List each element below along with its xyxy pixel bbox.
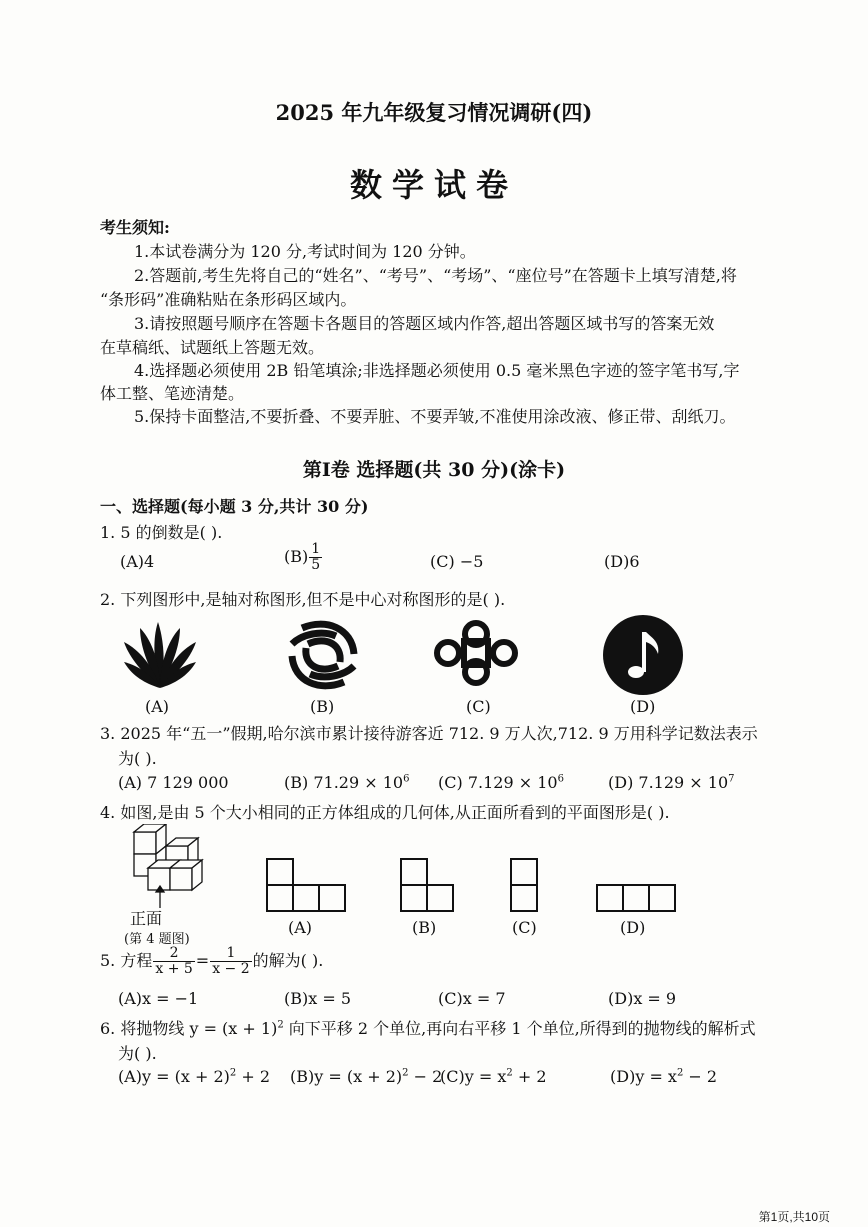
q6-option-c: $(C)y = x^2 + 2$ bbox=[440, 1067, 547, 1086]
instruction-line: “条形码”准确粘贴在条形码区域内。 bbox=[100, 290, 357, 309]
q3-option-a: (A) 7 129 000 bbox=[118, 773, 229, 792]
q1-option-b-label: (B) bbox=[284, 547, 309, 566]
q4-shape-d bbox=[596, 884, 676, 914]
q5-option-b: (B)x = 5 bbox=[284, 989, 352, 1008]
instruction-line: 3.请按照题号顺序在答题卡各题目的答题区域内作答,超出答题区域书写的答案无效 bbox=[134, 314, 715, 333]
q5-option-d: (D)x = 9 bbox=[608, 989, 677, 1008]
q2-label-c: (C) bbox=[466, 697, 491, 716]
q1-option-a: (A)4 bbox=[120, 552, 155, 571]
section-title: 第Ⅰ卷 选择题(共 30 分)(涂卡) bbox=[302, 459, 566, 481]
q4-front-label: 正面 bbox=[130, 909, 163, 928]
q5-stem: 5. 方程 $\frac{2}{x + 5}$ = $\frac{1}{x - 2}$ 的解为( ). bbox=[100, 945, 324, 977]
cube-stack-figure bbox=[124, 824, 214, 914]
q2-label-b: (B) bbox=[310, 697, 335, 716]
exam-title: 2025 年九年级复习情况调研(四) bbox=[275, 100, 593, 125]
q4-shape-a bbox=[266, 858, 346, 914]
subject-title: 数学试卷 bbox=[349, 166, 518, 204]
q4-label-b: (B) bbox=[412, 918, 437, 937]
q4-shape-c bbox=[510, 858, 540, 914]
q4-figure-caption: (第 4 题图) bbox=[124, 932, 190, 947]
page-number: 第1页,共10页 bbox=[758, 1210, 830, 1224]
q6-option-b: $(B)y = (x + 2)^2 - 2$ bbox=[290, 1067, 443, 1086]
knot-logo-figure bbox=[430, 616, 522, 690]
music-note-logo-figure bbox=[602, 614, 684, 696]
q6-option-a: $(A)y = (x + 2)^2 + 2$ bbox=[118, 1067, 271, 1086]
q3-option-d: (D) $7.129 \times 10^7$ bbox=[608, 773, 735, 792]
q1-stem: 1. 5 的倒数是( ). bbox=[100, 523, 223, 542]
q6-option-d: $(D)y = x^2 - 2$ bbox=[610, 1067, 718, 1086]
instruction-line: 1.本试卷满分为 120 分,考试时间为 120 分钟。 bbox=[134, 242, 476, 261]
q2-label-d: (D) bbox=[630, 697, 656, 716]
q3-stem: 3. 2025 年“五一”假期,哈尔滨市累计接待游客近 712. 9 万人次,712. 9 万用科学记数法表示 bbox=[100, 724, 758, 743]
q3-option-c: (C) $7.129 \times 10^6$ bbox=[438, 773, 564, 792]
instruction-line: 在草稿纸、试题纸上答题无效。 bbox=[100, 338, 325, 357]
q4-label-a: (A) bbox=[288, 918, 313, 937]
instruction-line: 4.选择题必须使用 2B 铅笔填涂;非选择题必须使用 0.5 毫米黑色字迹的签字笔书写,字 bbox=[134, 361, 740, 380]
q1-option-b-fraction: $\frac{1}{5}$ bbox=[311, 541, 321, 573]
q3-stem-cont: 为( ). bbox=[118, 749, 157, 768]
q5-option-c: (C)x = 7 bbox=[438, 989, 506, 1008]
q1-option-b bbox=[284, 542, 323, 573]
instruction-line: 2.答题前,考生先将自己的“姓名”、“考号”、“考场”、“座位号”在答题卡上填写清楚,将 bbox=[134, 266, 737, 285]
instruction-line: 5.保持卡面整洁,不要折叠、不要弄脏、不要弄皱,不准使用涂改液、修正带、刮纸刀。 bbox=[134, 407, 736, 426]
q6-stem: 6. 将抛物线 $y = (x + 1)^2$ 向下平移 2 个单位,再向右平移 1 个单位,所得到的抛物线的解析式 bbox=[100, 1019, 756, 1038]
part-heading: 一、选择题(每小题 3 分,共计 30 分) bbox=[100, 497, 369, 516]
q4-shape-b bbox=[400, 858, 456, 914]
fan-logo-figure bbox=[118, 618, 202, 692]
q1-option-d: (D)6 bbox=[604, 552, 640, 571]
q6-stem-cont: 为( ). bbox=[118, 1044, 157, 1063]
instruction-line: 体工整、笔迹清楚。 bbox=[100, 384, 245, 403]
q1-option-c: (C) −5 bbox=[430, 552, 484, 571]
swirl-logo-figure bbox=[282, 614, 364, 696]
instructions-heading: 考生须知: bbox=[100, 218, 170, 237]
q5-fraction-left: $\frac{2}{x + 5}$ bbox=[155, 945, 193, 977]
q3-option-b: (B) $71.29 \times 10^6$ bbox=[284, 773, 410, 792]
q2-label-a: (A) bbox=[145, 697, 170, 716]
q5-option-a: (A)x = −1 bbox=[118, 989, 199, 1008]
q5-fraction-right: $\frac{1}{x - 2}$ bbox=[212, 945, 250, 977]
q2-stem: 2. 下列图形中,是轴对称图形,但不是中心对称图形的是( ). bbox=[100, 590, 506, 609]
q4-label-c: (C) bbox=[512, 918, 537, 937]
q4-label-d: (D) bbox=[620, 918, 646, 937]
q4-stem: 4. 如图,是由 5 个大小相同的正方体组成的几何体,从正面所看到的平面图形是( ). bbox=[100, 803, 670, 822]
